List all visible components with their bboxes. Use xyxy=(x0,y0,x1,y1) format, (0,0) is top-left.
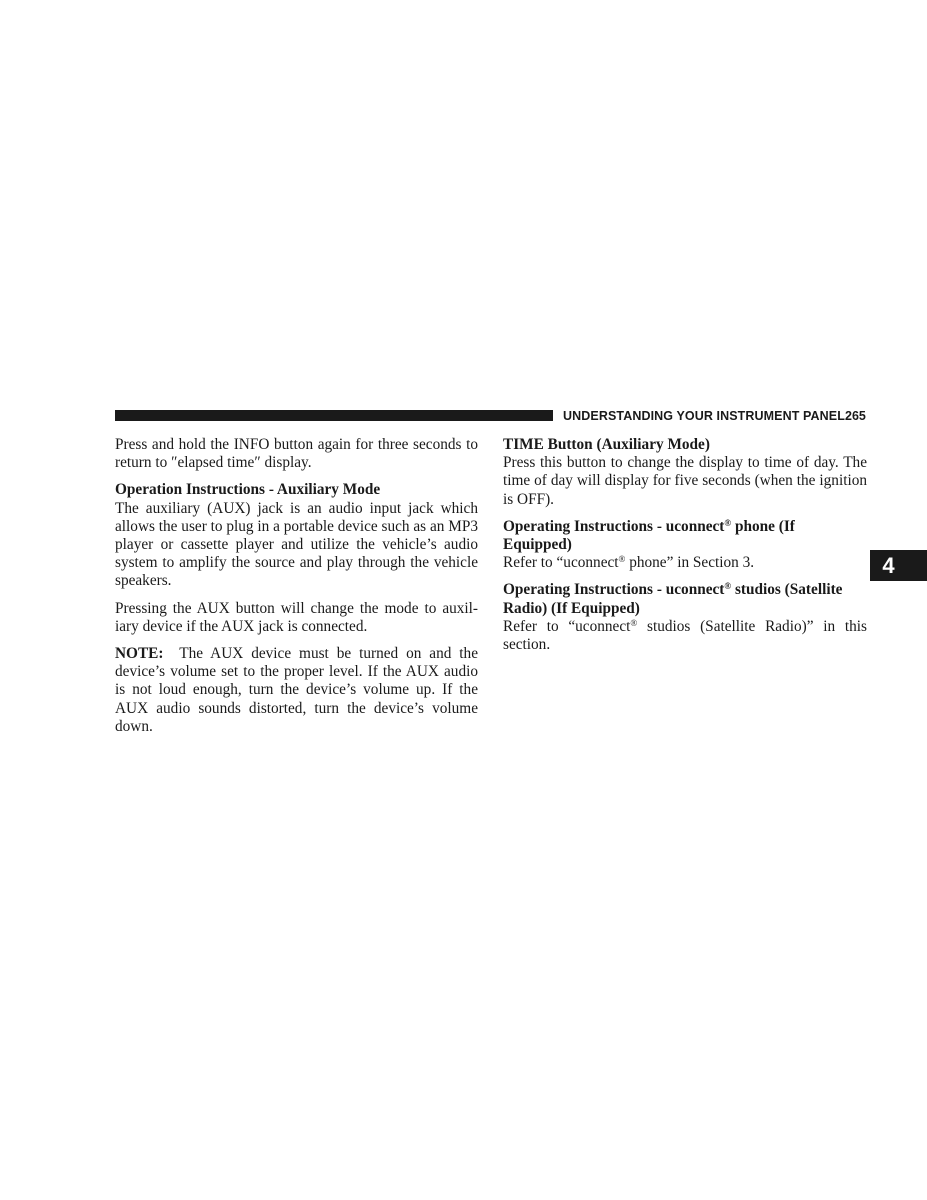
page-number: 265 xyxy=(845,409,866,423)
registered-mark: ® xyxy=(630,617,638,628)
uconnect-studios-heading xyxy=(503,581,867,617)
heading-text: phone (If Equipped) xyxy=(503,517,795,554)
left-column xyxy=(115,436,478,745)
note-paragraph xyxy=(115,645,478,736)
uconnect-studios-paragraph xyxy=(503,618,867,654)
registered-mark: ® xyxy=(724,517,732,528)
section-tab xyxy=(870,550,927,581)
paragraph-text: Refer to “uconnect xyxy=(503,617,631,635)
running-header-title: UNDERSTANDING YOUR INSTRUMENT PANEL xyxy=(563,409,845,423)
aux-jack-paragraph: The auxiliary (AUX) jack is an audio input jack which allows the user to plug in a portable device such as an MP3 player or cassette player and utilize the vehicle’s audio system to amplify the source and play through the vehicle speakers. xyxy=(115,499,478,590)
note-label: NOTE: xyxy=(115,645,164,663)
header-rule xyxy=(115,410,553,421)
time-button-paragraph: Press this button to change the display to time of day. The time of day will display for five seconds (when the ignition is OFF). xyxy=(503,454,867,508)
registered-mark: ® xyxy=(618,554,626,565)
aux-mode-heading: Operation Instructions - Auxiliary Mode xyxy=(115,481,381,499)
uconnect-phone-heading xyxy=(503,518,867,554)
registered-mark: ® xyxy=(724,581,732,592)
info-button-paragraph: Press and hold the INFO button again for three seconds to return to ″elapsed time″ display. xyxy=(115,436,478,472)
aux-button-paragraph: Pressing the AUX button will change the mode to auxil-iary device if the AUX jack is connected. xyxy=(115,599,478,635)
note-text: The AUX device must be turned on and the device’s volume set to the proper level. If the AUX audio is not loud enough, turn the device’s volume up. If the AUX audio sounds distorted, turn the device’s volume down. xyxy=(115,645,478,735)
heading-text: Operating Instructions - uconnect xyxy=(503,517,725,535)
time-button-heading: TIME Button (Auxiliary Mode) xyxy=(503,436,710,453)
section-tab-number: 4 xyxy=(882,552,895,578)
heading-text: studios (Satellite Radio) (If Equipped) xyxy=(503,581,843,617)
right-column xyxy=(503,436,867,663)
paragraph-text: studios (Satellite Radio)” in this section. xyxy=(503,617,867,654)
uconnect-phone-paragraph xyxy=(503,554,867,572)
paragraph-text: phone” in Section 3. xyxy=(625,554,755,572)
heading-text: Operating Instructions - uconnect xyxy=(503,581,725,599)
paragraph-text: Refer to “uconnect xyxy=(503,554,619,572)
